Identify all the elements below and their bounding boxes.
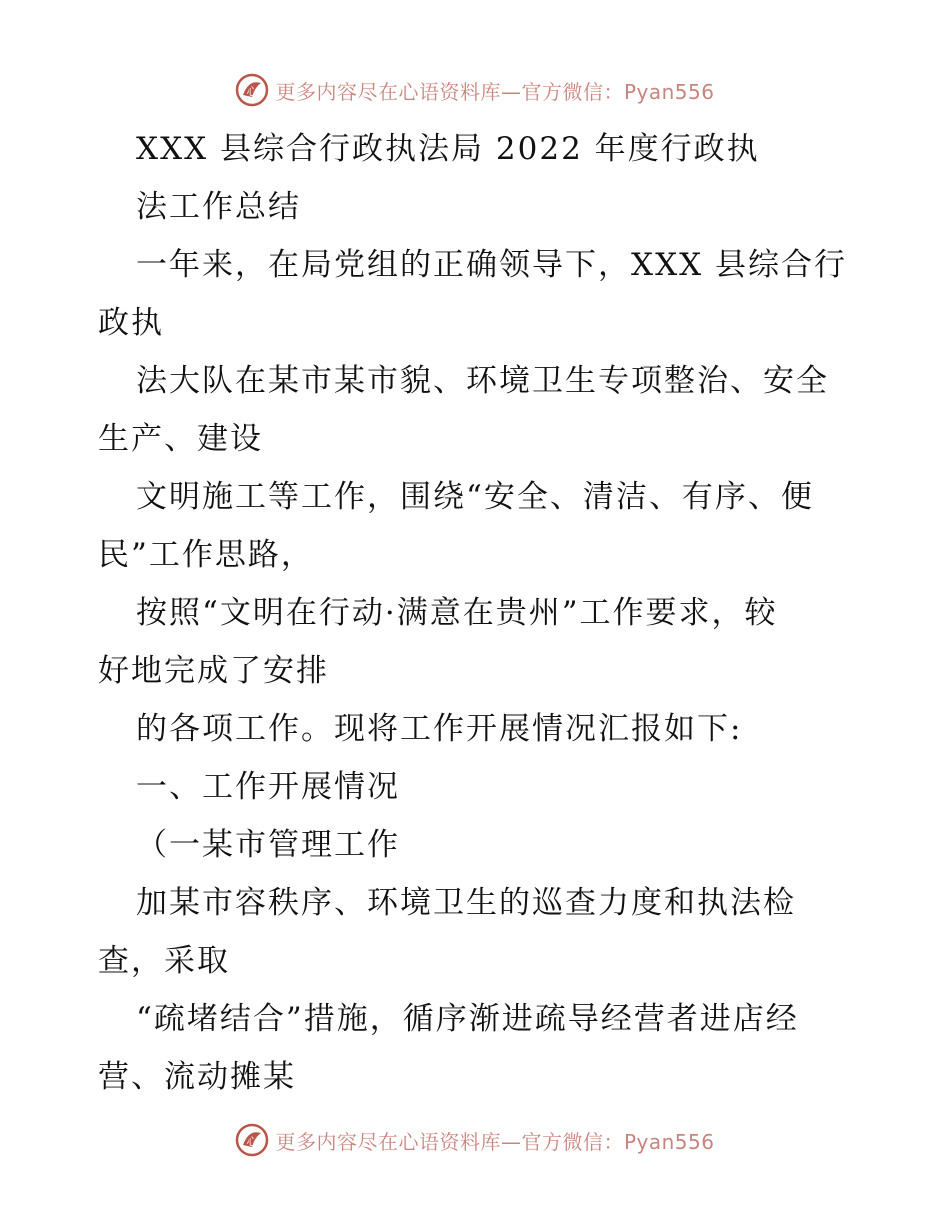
- paragraph-line: 生产、建设: [98, 421, 263, 457]
- paragraph-line: 加某市容秩序、环境卫生的巡查力度和执法检: [136, 885, 796, 921]
- paragraph-line: 营、流动摊某: [98, 1059, 296, 1095]
- logo-icon: [235, 1123, 269, 1157]
- footer-banner-text: 更多内容尽在心语资料库—官方微信：Pyan556: [275, 1129, 715, 1154]
- subsection-heading: （一某市管理工作: [136, 827, 400, 863]
- paragraph-line: 民”工作思路，: [98, 537, 314, 573]
- paragraph-line: 的各项工作。现将工作开展情况汇报如下:: [136, 711, 743, 747]
- paragraph-line: 政执: [98, 305, 164, 341]
- svg-text:心: 心: [246, 85, 258, 98]
- paragraph-line: 法大队在某市某市貌、环境卫生专项整治、安全: [136, 363, 829, 399]
- paragraph-line: 一年来，在局党组的正确领导下，XXX 县综合行: [136, 247, 848, 283]
- section-heading: 一、工作开展情况: [136, 769, 400, 805]
- paragraph-line: “疏堵结合”措施，循序渐进疏导经营者进店经: [136, 1001, 799, 1037]
- title-line-1: XXX 县综合行政执法局 2022 年度行政执: [136, 131, 760, 167]
- document-body: [98, 120, 858, 1106]
- logo-icon: [235, 73, 269, 107]
- header-banner-text: 更多内容尽在心语资料库—官方微信：Pyan556: [275, 79, 715, 104]
- paragraph-line: 按照“文明在行动·满意在贵州”工作要求，较: [136, 595, 778, 631]
- paragraph-line: 文明施工等工作，围绕“安全、清洁、有序、便: [136, 479, 814, 515]
- title-line-2: 法工作总结: [136, 189, 301, 225]
- paragraph-line: 好地完成了安排: [98, 653, 329, 689]
- footer-watermark-banner: [0, 1120, 950, 1160]
- header-watermark-banner: [0, 70, 950, 110]
- svg-text:心: 心: [246, 1135, 258, 1148]
- paragraph-line: 查，采取: [98, 943, 230, 979]
